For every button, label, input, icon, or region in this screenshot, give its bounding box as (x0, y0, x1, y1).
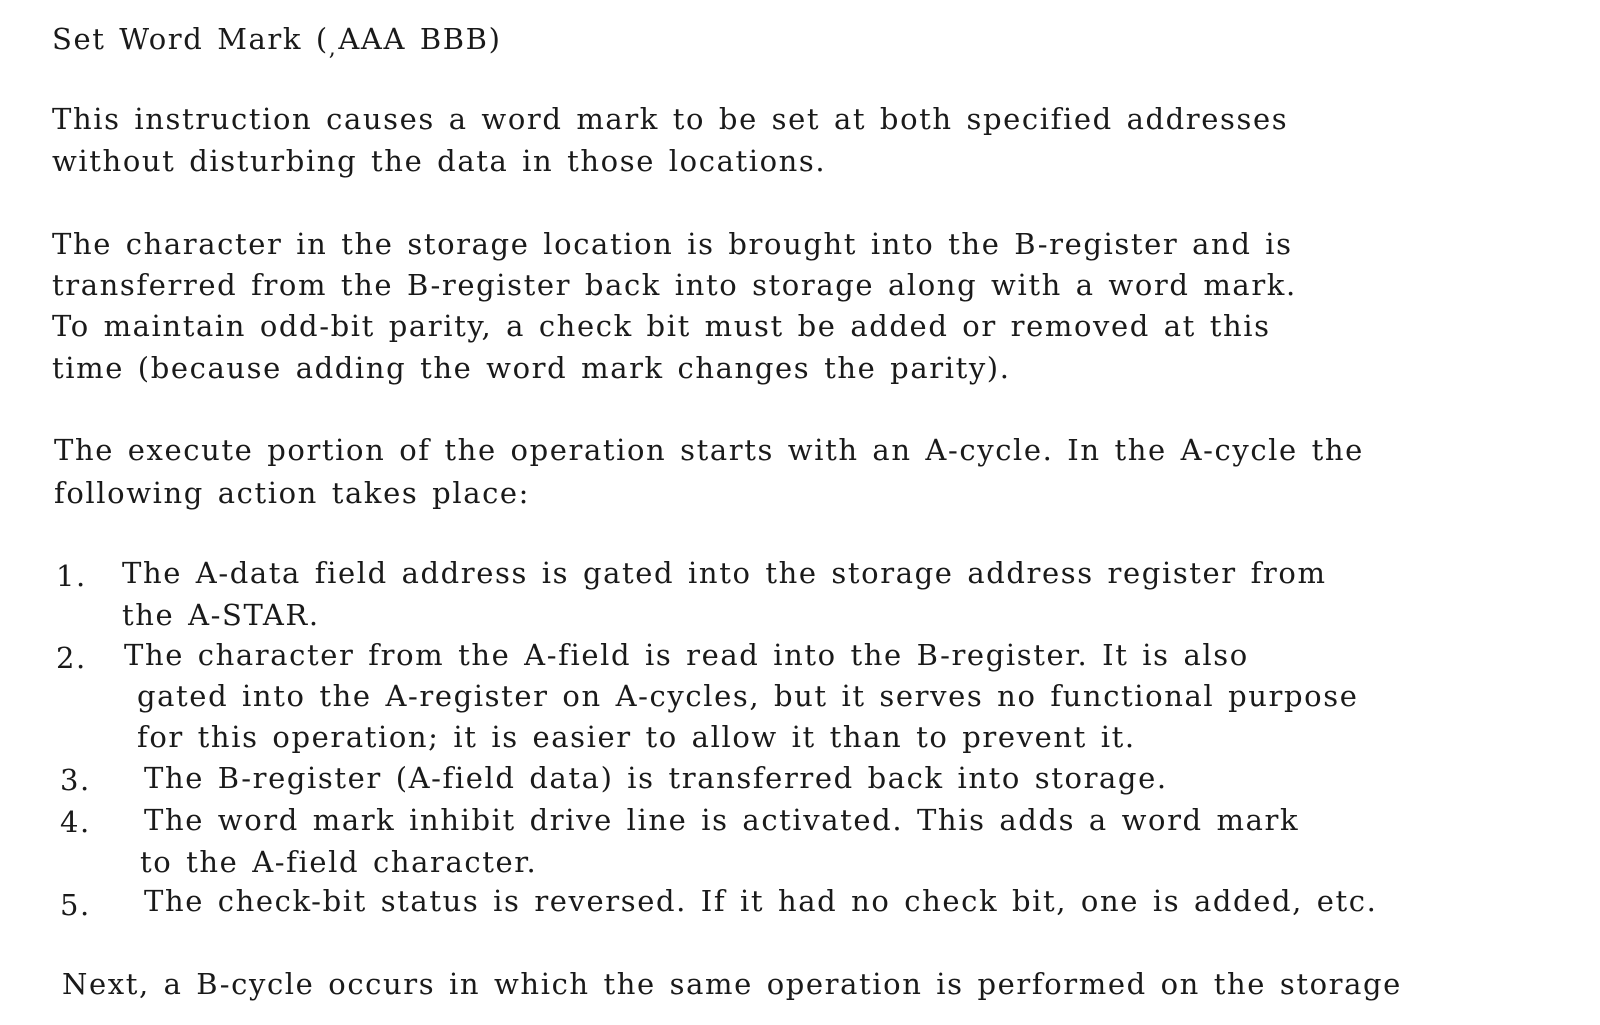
paragraph-4-line-1: Next, a B-cycle occurs in which the same operation is performed on the storage (62, 967, 1402, 1001)
list-item-4-line-1: The word mark inhibit drive line is activated. This adds a word mark (144, 803, 1300, 837)
title-operands: AAA BBB) (338, 22, 502, 56)
paragraph-3-line-2: following action takes place: (54, 476, 531, 510)
list-item-4-number: 4. (60, 805, 91, 839)
paragraph-1-line-2: without disturbing the data in those locations. (52, 144, 827, 178)
list-item-1-line-1: The A-data field address is gated into the storage address register from (122, 556, 1327, 590)
paragraph-2-line-4: time (because adding the word mark changes the parity). (52, 351, 1011, 385)
list-item-5-number: 5. (60, 888, 91, 922)
list-item-3-line-1: The B-register (A-field data) is transferred back into storage. (144, 761, 1168, 795)
paragraph-3-line-1: The execute portion of the operation starts with an A-cycle. In the A-cycle the (54, 433, 1364, 467)
list-item-1-line-2: the A-STAR. (122, 598, 320, 632)
paragraph-2-line-3: To maintain odd-bit parity, a check bit must be added or removed at this (52, 309, 1271, 343)
paragraph-2-line-1: The character in the storage location is brought into the B-register and is (52, 227, 1293, 261)
title-comma: , (328, 36, 338, 61)
list-item-2-line-2: gated into the A-register on A-cycles, but it serves no functional purpose (137, 679, 1359, 713)
paragraph-1-line-1: This instruction causes a word mark to be set at both specified addresses (52, 102, 1289, 136)
list-item-5-line-1: The check-bit status is reversed. If it had no check bit, one is added, etc. (144, 884, 1378, 918)
list-item-2-line-1: The character from the A-field is read into the B-register. It is also (124, 638, 1249, 672)
list-item-2-line-3: for this operation; it is easier to allow it than to prevent it. (137, 720, 1136, 754)
list-item-4-line-2: to the A-field character. (140, 845, 538, 879)
list-item-2-number: 2. (56, 641, 87, 675)
section-title (52, 22, 502, 61)
title-text: Set Word Mark ( (52, 22, 329, 56)
paragraph-2-line-2: transferred from the B-register back into storage along with a word mark. (52, 268, 1297, 302)
list-item-1-number: 1. (56, 559, 87, 593)
list-item-3-number: 3. (60, 763, 91, 797)
